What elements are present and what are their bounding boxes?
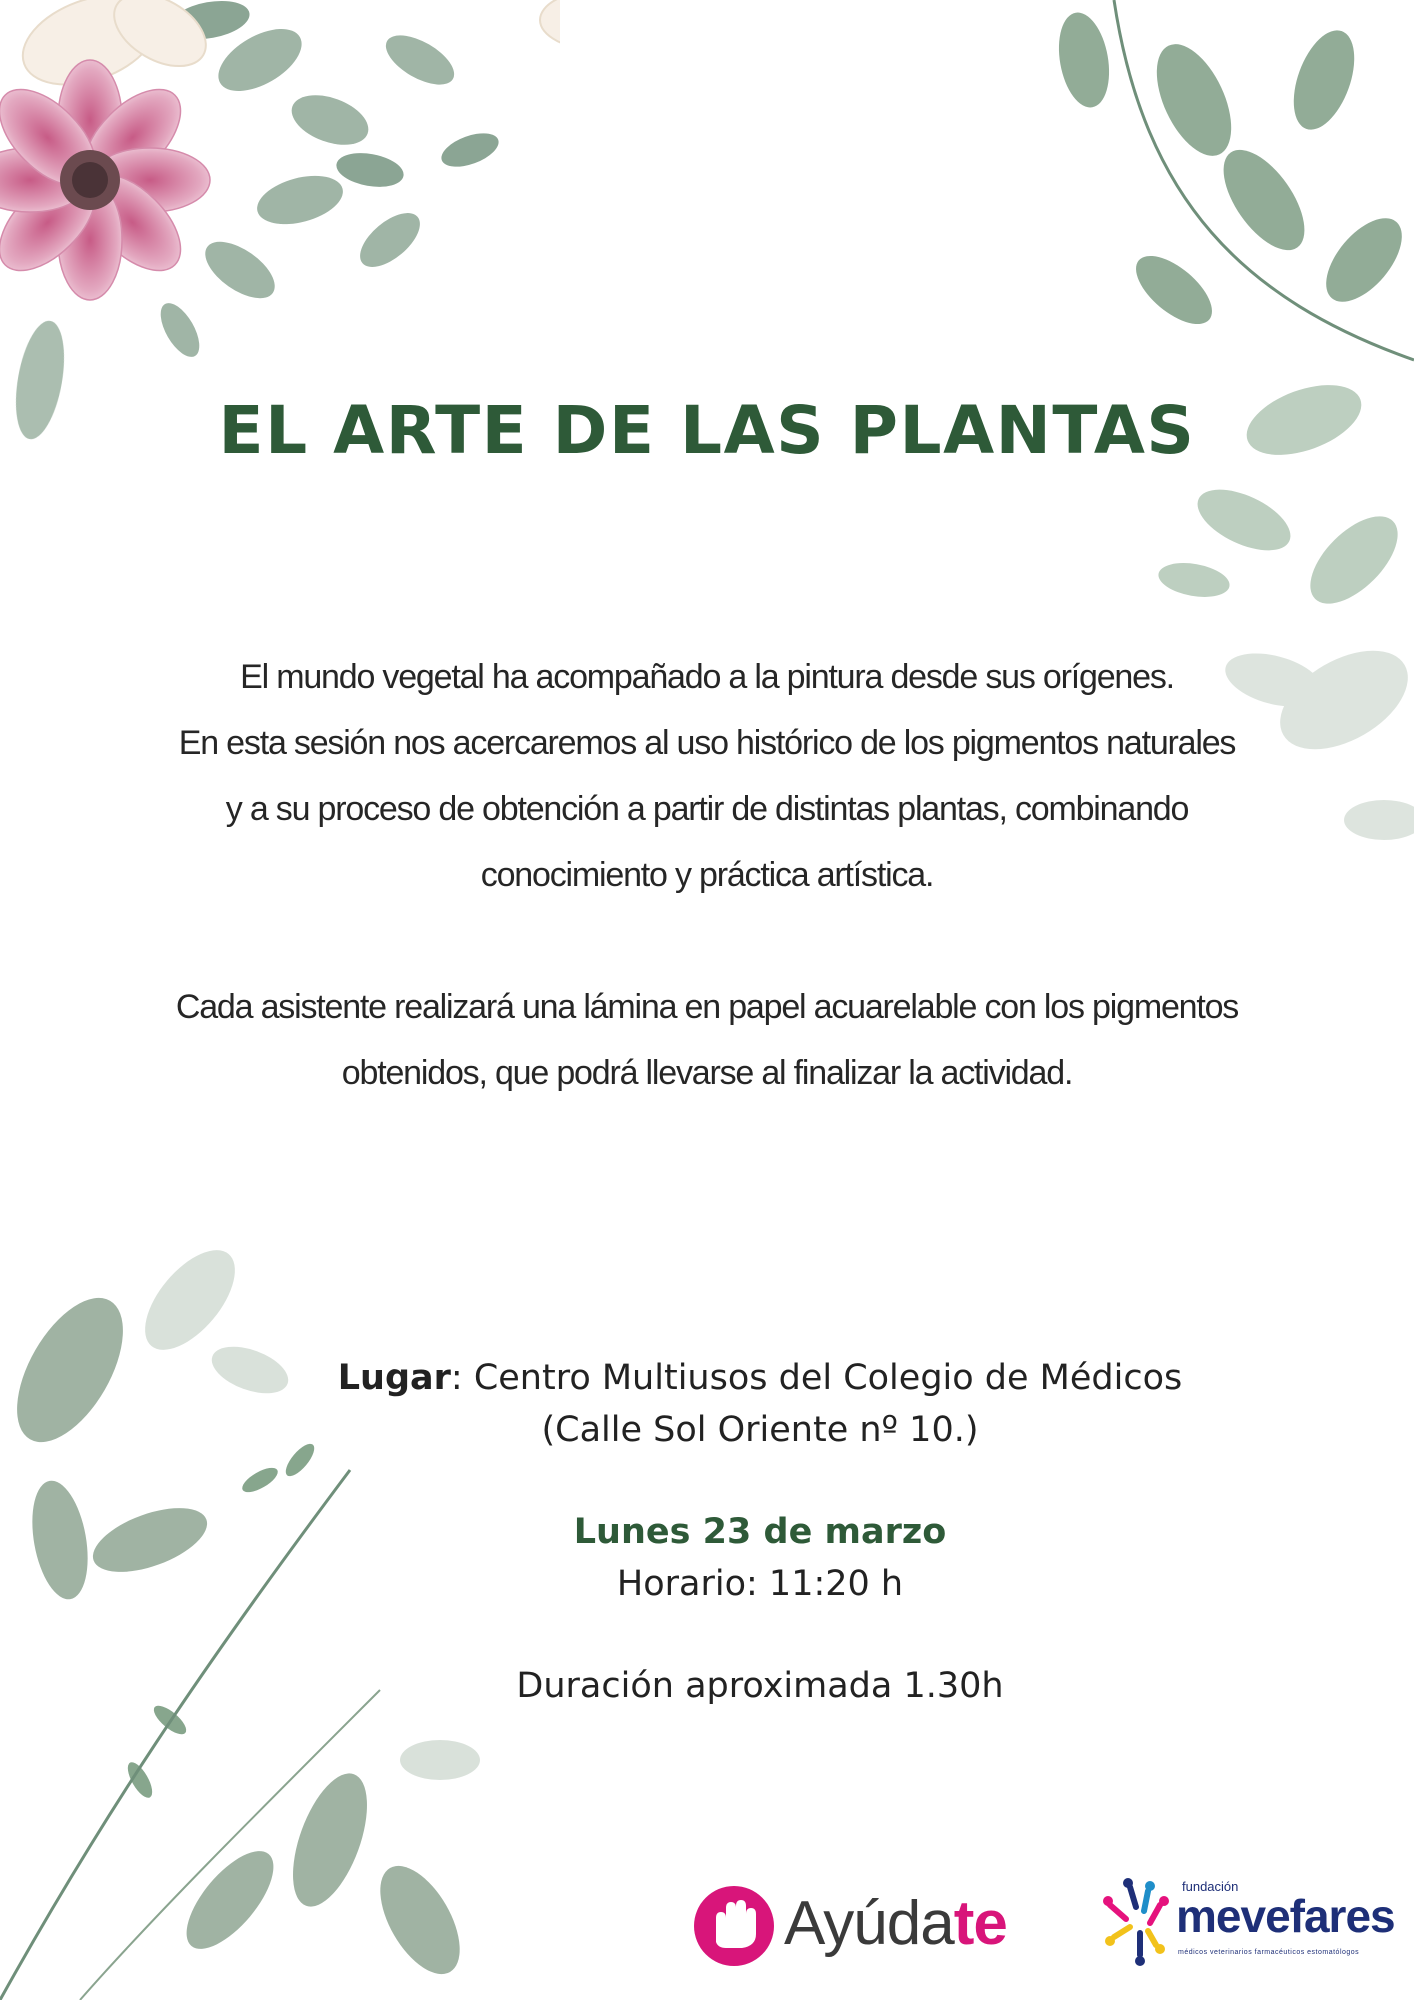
page-title: EL ARTE DE LAS PLANTAS: [218, 392, 1196, 469]
mevefares-name: mevefares: [1176, 1890, 1395, 1942]
ayudate-logo: [686, 1880, 1016, 1970]
event-date: Lunes 23 de marzo: [573, 1512, 947, 1552]
paragraph-gap: [90, 908, 1324, 974]
address: (Calle Sol Oriente nº 10.): [541, 1410, 979, 1450]
mevefares-logo: [1100, 1875, 1395, 1975]
event-info: [300, 1352, 1220, 1712]
event-time: Horario: 11:20 h: [616, 1564, 904, 1604]
description-line: obtenidos, que podrá llevarse al finalizar la actividad.: [341, 1054, 1073, 1092]
colorful-figures-icon: [1100, 1875, 1180, 1971]
description-line: El mundo vegetal ha acompañado a la pintura desde sus orígenes.: [240, 658, 1174, 696]
location-value: : Centro Multiusos del Colegio de Médicos: [450, 1358, 1183, 1398]
location-line: [300, 1352, 1220, 1404]
location-label: Lugar: [337, 1358, 451, 1398]
mevefares-subtitle: médicos veterinarios farmacéuticos estomatólogos: [1178, 1949, 1360, 1956]
hand-heart-icon: [686, 1880, 782, 1970]
mevefares-prefix: fundación: [1182, 1879, 1239, 1894]
description-line: Cada asistente realizará una lámina en papel acuarelable con los pigmentos: [175, 988, 1239, 1026]
description-line: y a su proceso de obtención a partir de distintas plantas, combinando: [225, 790, 1189, 828]
description-line: En esta sesión nos acercaremos al uso histórico de los pigmentos naturales: [178, 724, 1236, 762]
ayudate-wordmark: Ayúdate: [784, 1889, 1007, 1958]
description-line: conocimiento y práctica artística.: [480, 856, 934, 894]
event-duration: Duración aproximada 1.30h: [516, 1666, 1004, 1706]
description: [90, 644, 1324, 1106]
